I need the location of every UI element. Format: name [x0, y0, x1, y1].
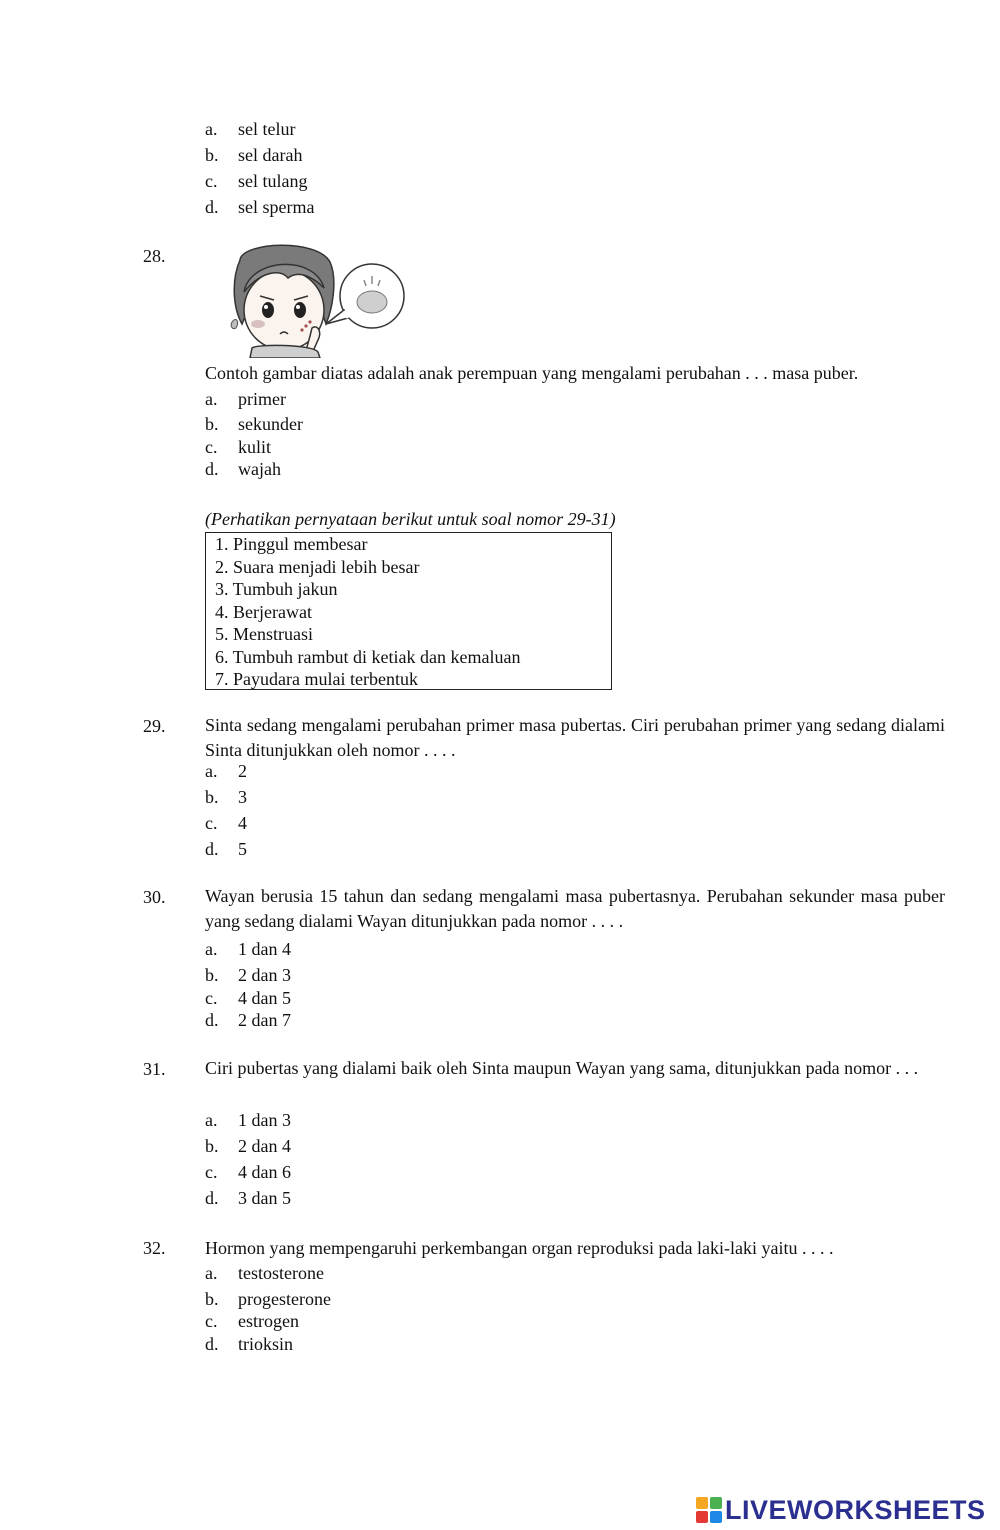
question-text-32: Hormon yang mempengaruhi perkembangan organ reproduksi pada laki-laki yaitu . . . .: [205, 1238, 834, 1258]
question-text-29: Sinta sedang mengalami perubahan primer masa pubertas. Ciri perubahan primer yang sedang dialami Sinta ditunjukkan oleh nomor . . . .: [205, 715, 945, 760]
option-c-text: 4 dan 5: [238, 988, 291, 1008]
option-a[interactable]: a.: [205, 939, 218, 959]
statement-item: 3. Tumbuh jakun: [215, 579, 338, 599]
option-a-text: primer: [238, 389, 286, 409]
question-number-28: 28.: [143, 246, 166, 266]
option-b[interactable]: b.: [205, 145, 219, 165]
option-c[interactable]: c.: [205, 171, 218, 191]
option-d-text: wajah: [238, 459, 281, 479]
option-d[interactable]: d.: [205, 1334, 219, 1354]
option-a[interactable]: a.: [205, 1110, 218, 1130]
option-d[interactable]: d.: [205, 197, 219, 217]
statements-box: [205, 532, 612, 690]
logo-text: LIVEWORKSHEETS: [725, 1494, 986, 1525]
option-c-text: sel tulang: [238, 171, 308, 191]
option-b[interactable]: b.: [205, 965, 219, 985]
question-number-30: 30.: [143, 887, 166, 907]
statement-item: 6. Tumbuh rambut di ketiak dan kemaluan: [215, 646, 521, 667]
option-c[interactable]: c.: [205, 437, 218, 457]
option-a-text: 1 dan 3: [238, 1110, 291, 1130]
option-a-text: 1 dan 4: [238, 939, 291, 959]
question-number-32: 32.: [143, 1238, 166, 1258]
liveworksheets-logo[interactable]: [695, 1493, 986, 1527]
question-number-31: 31.: [143, 1059, 166, 1079]
statement-item: 5. Menstruasi: [215, 624, 313, 644]
question-text-28: Contoh gambar diatas adalah anak perempuan yang mengalami perubahan . . . masa puber.: [205, 363, 859, 383]
question-text-31: Ciri pubertas yang dialami baik oleh Sinta maupun Wayan yang sama, ditunjukkan pada nomor . . .: [205, 1058, 919, 1078]
statements-note: (Perhatikan pernyataan berikut untuk soal nomor 29-31): [205, 509, 616, 529]
option-a[interactable]: a.: [205, 1263, 218, 1283]
option-a[interactable]: a.: [205, 119, 218, 139]
option-a-text: 2: [238, 761, 247, 781]
option-d[interactable]: d.: [205, 839, 219, 859]
statement-item: 7. Payudara mulai terbentuk: [215, 669, 418, 689]
option-b[interactable]: b.: [205, 1136, 219, 1156]
statement-item: 2. Suara menjadi lebih besar: [215, 556, 420, 577]
option-a-text: testosterone: [238, 1263, 324, 1283]
option-b[interactable]: b.: [205, 414, 219, 434]
option-d-text: 2 dan 7: [238, 1010, 291, 1030]
option-b[interactable]: b.: [205, 787, 219, 807]
option-a-text: sel telur: [238, 119, 296, 139]
option-d[interactable]: d.: [205, 1188, 219, 1208]
statement-item: 1. Pinggul membesar: [215, 534, 368, 554]
option-b-text: progesterone: [238, 1289, 331, 1309]
option-d-text: sel sperma: [238, 197, 315, 217]
option-b-text: 2 dan 4: [238, 1136, 291, 1156]
option-c[interactable]: c.: [205, 813, 218, 833]
statement-item: 4. Berjerawat: [215, 601, 312, 622]
option-c[interactable]: c.: [205, 988, 218, 1008]
liveworksheets-logo-icon: [695, 1496, 723, 1524]
option-b-text: sel darah: [238, 145, 303, 165]
option-b-text: 3: [238, 787, 247, 807]
option-b-text: sekunder: [238, 414, 303, 434]
option-a[interactable]: a.: [205, 761, 218, 781]
option-d[interactable]: d.: [205, 459, 219, 479]
girl-acne-illustration: [222, 240, 412, 358]
option-d-text: trioksin: [238, 1334, 294, 1354]
option-d[interactable]: d.: [205, 1010, 219, 1030]
option-c-text: 4 dan 6: [238, 1162, 291, 1182]
option-a[interactable]: a.: [205, 389, 218, 409]
option-c-text: 4: [238, 813, 247, 833]
option-d-text: 5: [238, 839, 247, 859]
option-d-text: 3 dan 5: [238, 1188, 291, 1208]
option-c[interactable]: c.: [205, 1162, 218, 1182]
option-b[interactable]: b.: [205, 1289, 219, 1309]
option-c-text: estrogen: [238, 1311, 299, 1331]
question-text-30: Wayan berusia 15 tahun dan sedang mengalami masa pubertasnya. Perubahan sekunder masa puber yang sedang dialami Wayan ditunjukkan pada nomor . . . .: [205, 886, 945, 931]
option-b-text: 2 dan 3: [238, 965, 291, 985]
option-c-text: kulit: [238, 437, 272, 457]
option-c[interactable]: c.: [205, 1311, 218, 1331]
question-number-29: 29.: [143, 716, 166, 736]
